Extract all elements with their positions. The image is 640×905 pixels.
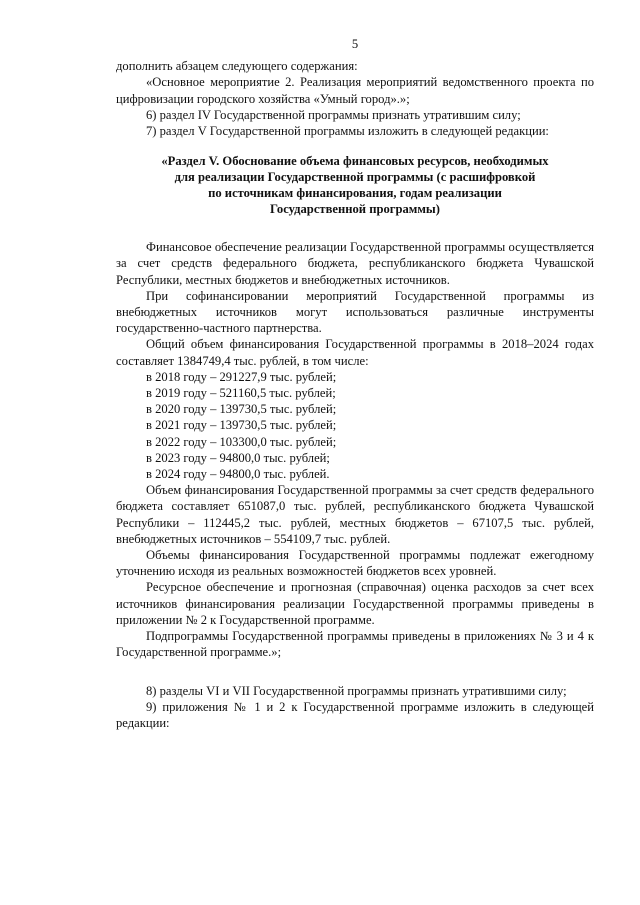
year-item: в 2018 году – 291227,9 тыс. рублей; [146,369,337,384]
page-number: 5 [351,37,359,51]
financing-paragraph-6: Ресурсное обеспечение и прогнозная (справочная) оценка расходов за счет всех источников финансирования реализации Государственной программы приведены в приложении № 2 к Государственной программе. [116,580,594,627]
financing-paragraph-1: Финансовое обеспечение реализации Государственной программы осуществляется за счет средств федерального бюджета, республиканского бюджета Чувашской Республики, местных бюджетов и внебюджетных источников. [116,240,594,287]
spacer [116,661,594,683]
financing-paragraph-5: Объемы финансирования Государственной программы подлежат ежегодному уточнению исходя из реальных возможностей бюджетов всех уровней. [116,548,594,579]
item-5-continuation: дополнить абзацем следующего содержания: [116,59,358,74]
financing-paragraph-4: Объем финансирования Государственной программы за счет средств федерального бюджета составляет 651087,0 тыс. рублей, республиканского бюджета Чувашской Республики – 112445,2 тыс. рублей, местных бюджетов – 67107,5 тыс. рублей, внебюджетных источников – 554109,7 тыс. рублей. [116,483,594,546]
list-item-7: 7) раздел V Государственной программы изложить в следующей редакции: [146,124,549,139]
list-item-9: 9) приложения № 1 и 2 к Государственной программе изложить в следующей редакции: [116,699,594,730]
financing-paragraph-3: Общий объем финансирования Государственной программы в 2018–2024 годах составляет 1384749,4 тыс. рублей, в том числе: [116,337,594,368]
section-heading-line-2: для реализации Государственной программы (с расшифровкой [174,170,536,185]
year-item: в 2022 году – 103300,0 тыс. рублей; [146,434,337,449]
list-item-8: 8) разделы VI и VII Государственной программы признать утратившими силу; [146,683,567,698]
document-page [116,36,594,731]
section-heading-line-4: Государственной программы) [270,202,440,217]
year-item: в 2019 году – 521160,5 тыс. рублей; [146,386,336,401]
year-item: в 2021 году – 139730,5 тыс. рублей; [146,418,337,433]
year-item: в 2024 году – 94800,0 тыс. рублей. [146,467,330,482]
year-item: в 2023 году – 94800,0 тыс. рублей; [146,450,330,465]
section-heading [116,153,594,217]
financing-paragraph-7: Подпрограммы Государственной программы приведены в приложениях № 3 и 4 к Государственной программе.»; [116,629,594,660]
financing-paragraph-2: При софинансировании мероприятий Государственной программы из внебюджетных источников могут использоваться различные инструменты государственно-частного партнерства. [116,288,594,336]
section-heading-line-1: «Раздел V. Обоснование объема финансовых ресурсов, необходимых [161,154,549,169]
quoted-activity-paragraph: «Основное мероприятие 2. Реализация мероприятий ведомственного проекта по цифровизации городского хозяйства «Умный город».»; [116,75,594,106]
year-item: в 2020 году – 139730,5 тыс. рублей; [146,402,337,417]
section-heading-line-3: по источникам финансирования, годам реализации [208,186,502,201]
yearly-funding-list [116,369,594,482]
list-item-6: 6) раздел IV Государственной программы признать утратившим силу; [146,107,521,122]
